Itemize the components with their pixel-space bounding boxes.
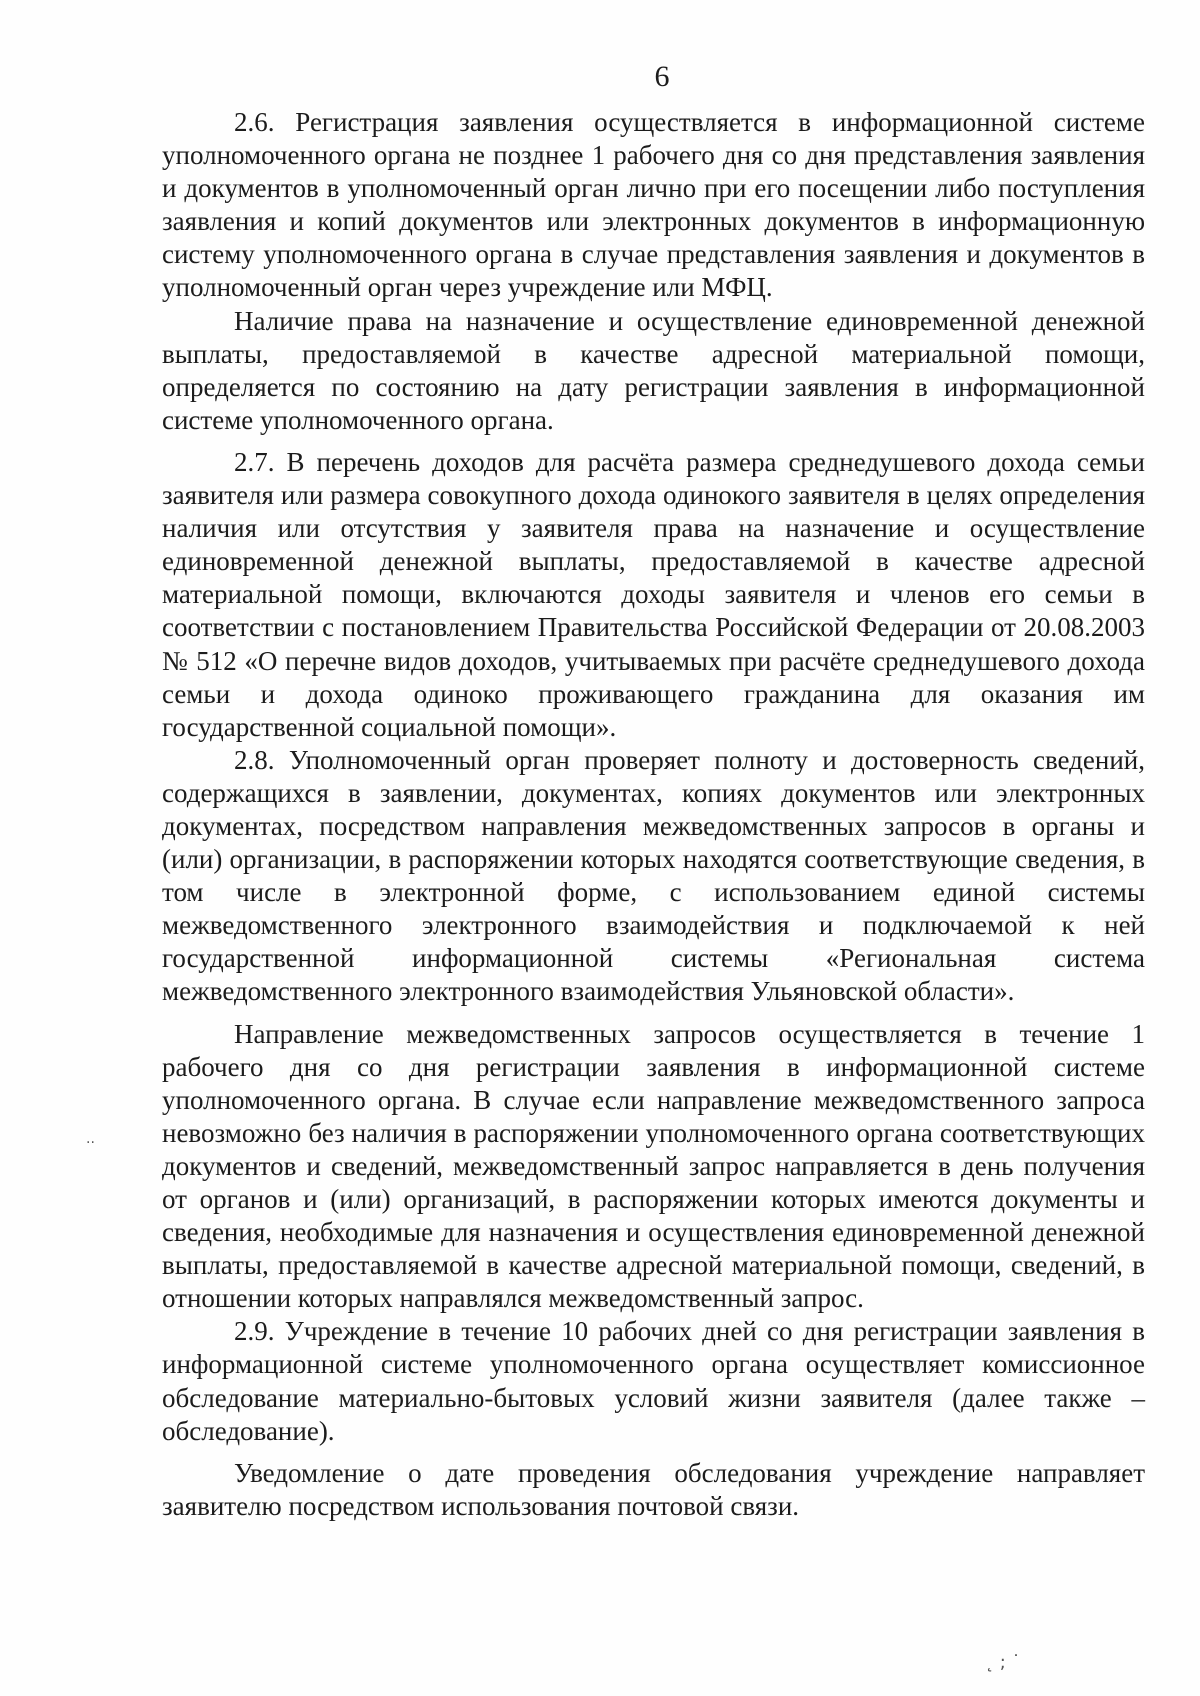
page-number: 6 [654, 60, 670, 93]
scan-speck: ·· [86, 1135, 95, 1151]
paragraph-2-6: 2.6. Регистрация заявления осуществляется в информационной системе уполномоченного органа не позднее 1 рабочего дня со дня представления заявления и документов в уполномоченный орган лично при его посещении либо поступления заявления и копий документов или электронных документов в информационную систему уполномоченного органа в случае представления заявления и документов в уполномоченный орган через учреждение или МФЦ. [162, 107, 1145, 303]
paragraph-2-8: 2.8. Уполномоченный орган проверяет полноту и достоверность сведений, содержащихся в заявлении, документах, копиях документов или электронных документах, посредством направления межведомственных запросов в органы и (или) организации, в распоряжении которых находятся соответствующие сведения, в том числе в электронной форме, с использованием единой системы межведомственного электронного взаимодействия и подключаемой к ней государственной информационной системы «Региональная система межведомственного электронного взаимодействия Ульяновской области». [162, 744, 1145, 1007]
paragraph-right-determination: Наличие права на назначение и осуществление единовременной денежной выплаты, предоставляемой в качестве адресной материальной помощи, определяется по состоянию на дату регистрации заявления в информационной системе уполномоченного органа. [162, 305, 1145, 435]
paragraph-interagency-requests: Направление межведомственных запросов осуществляется в течение 1 рабочего дня со дня регистрации заявления в информационной системе уполномоченного органа. В случае если направление межведомственного запроса невозможно без наличия в распоряжении уполномоченного органа соответствующих документов и сведений, межведомственный запрос направляется в день получения от органов и (или) организаций, в распоряжении которых имеются документы и сведения, необходимые для назначения и осуществления единовременной денежной выплаты, предоставляемой в качестве адресной материальной помощи, сведений, в отношении которых направлялся межведомственный запрос. [162, 1018, 1145, 1314]
paragraph-notification: Уведомление о дате проведения обследования учреждение направляет заявителю посредством использования почтовой связи. [162, 1457, 1145, 1521]
paragraph-2-9: 2.9. Учреждение в течение 10 рабочих дней со дня регистрации заявления в информационной системе уполномоченного органа осуществляет комиссионное обследование материально-бытовых условий жизни заявителя (далее также – обследование). [162, 1316, 1145, 1446]
paragraph-2-7: 2.7. В перечень доходов для расчёта размера среднедушевого дохода семьи заявителя или размера совокупного дохода одинокого заявителя в целях определения наличия или отсутствия у заявителя права на назначение и осуществление единовременной денежной выплаты, предоставляемой в качестве адресной материальной помощи, включаются доходы заявителя и членов его семьи в соответствии с постановлением Правительства Российской Федерации от 20.08.2003 № 512 «О перечне видов доходов, учитываемых при расчёте среднедушевого дохода семьи и дохода одиноко проживающего гражданина для оказания им государственной социальной помощи». [162, 446, 1145, 742]
document-body [162, 106, 1145, 1523]
scan-speck: ˛ ; ˙ [985, 1652, 1021, 1673]
